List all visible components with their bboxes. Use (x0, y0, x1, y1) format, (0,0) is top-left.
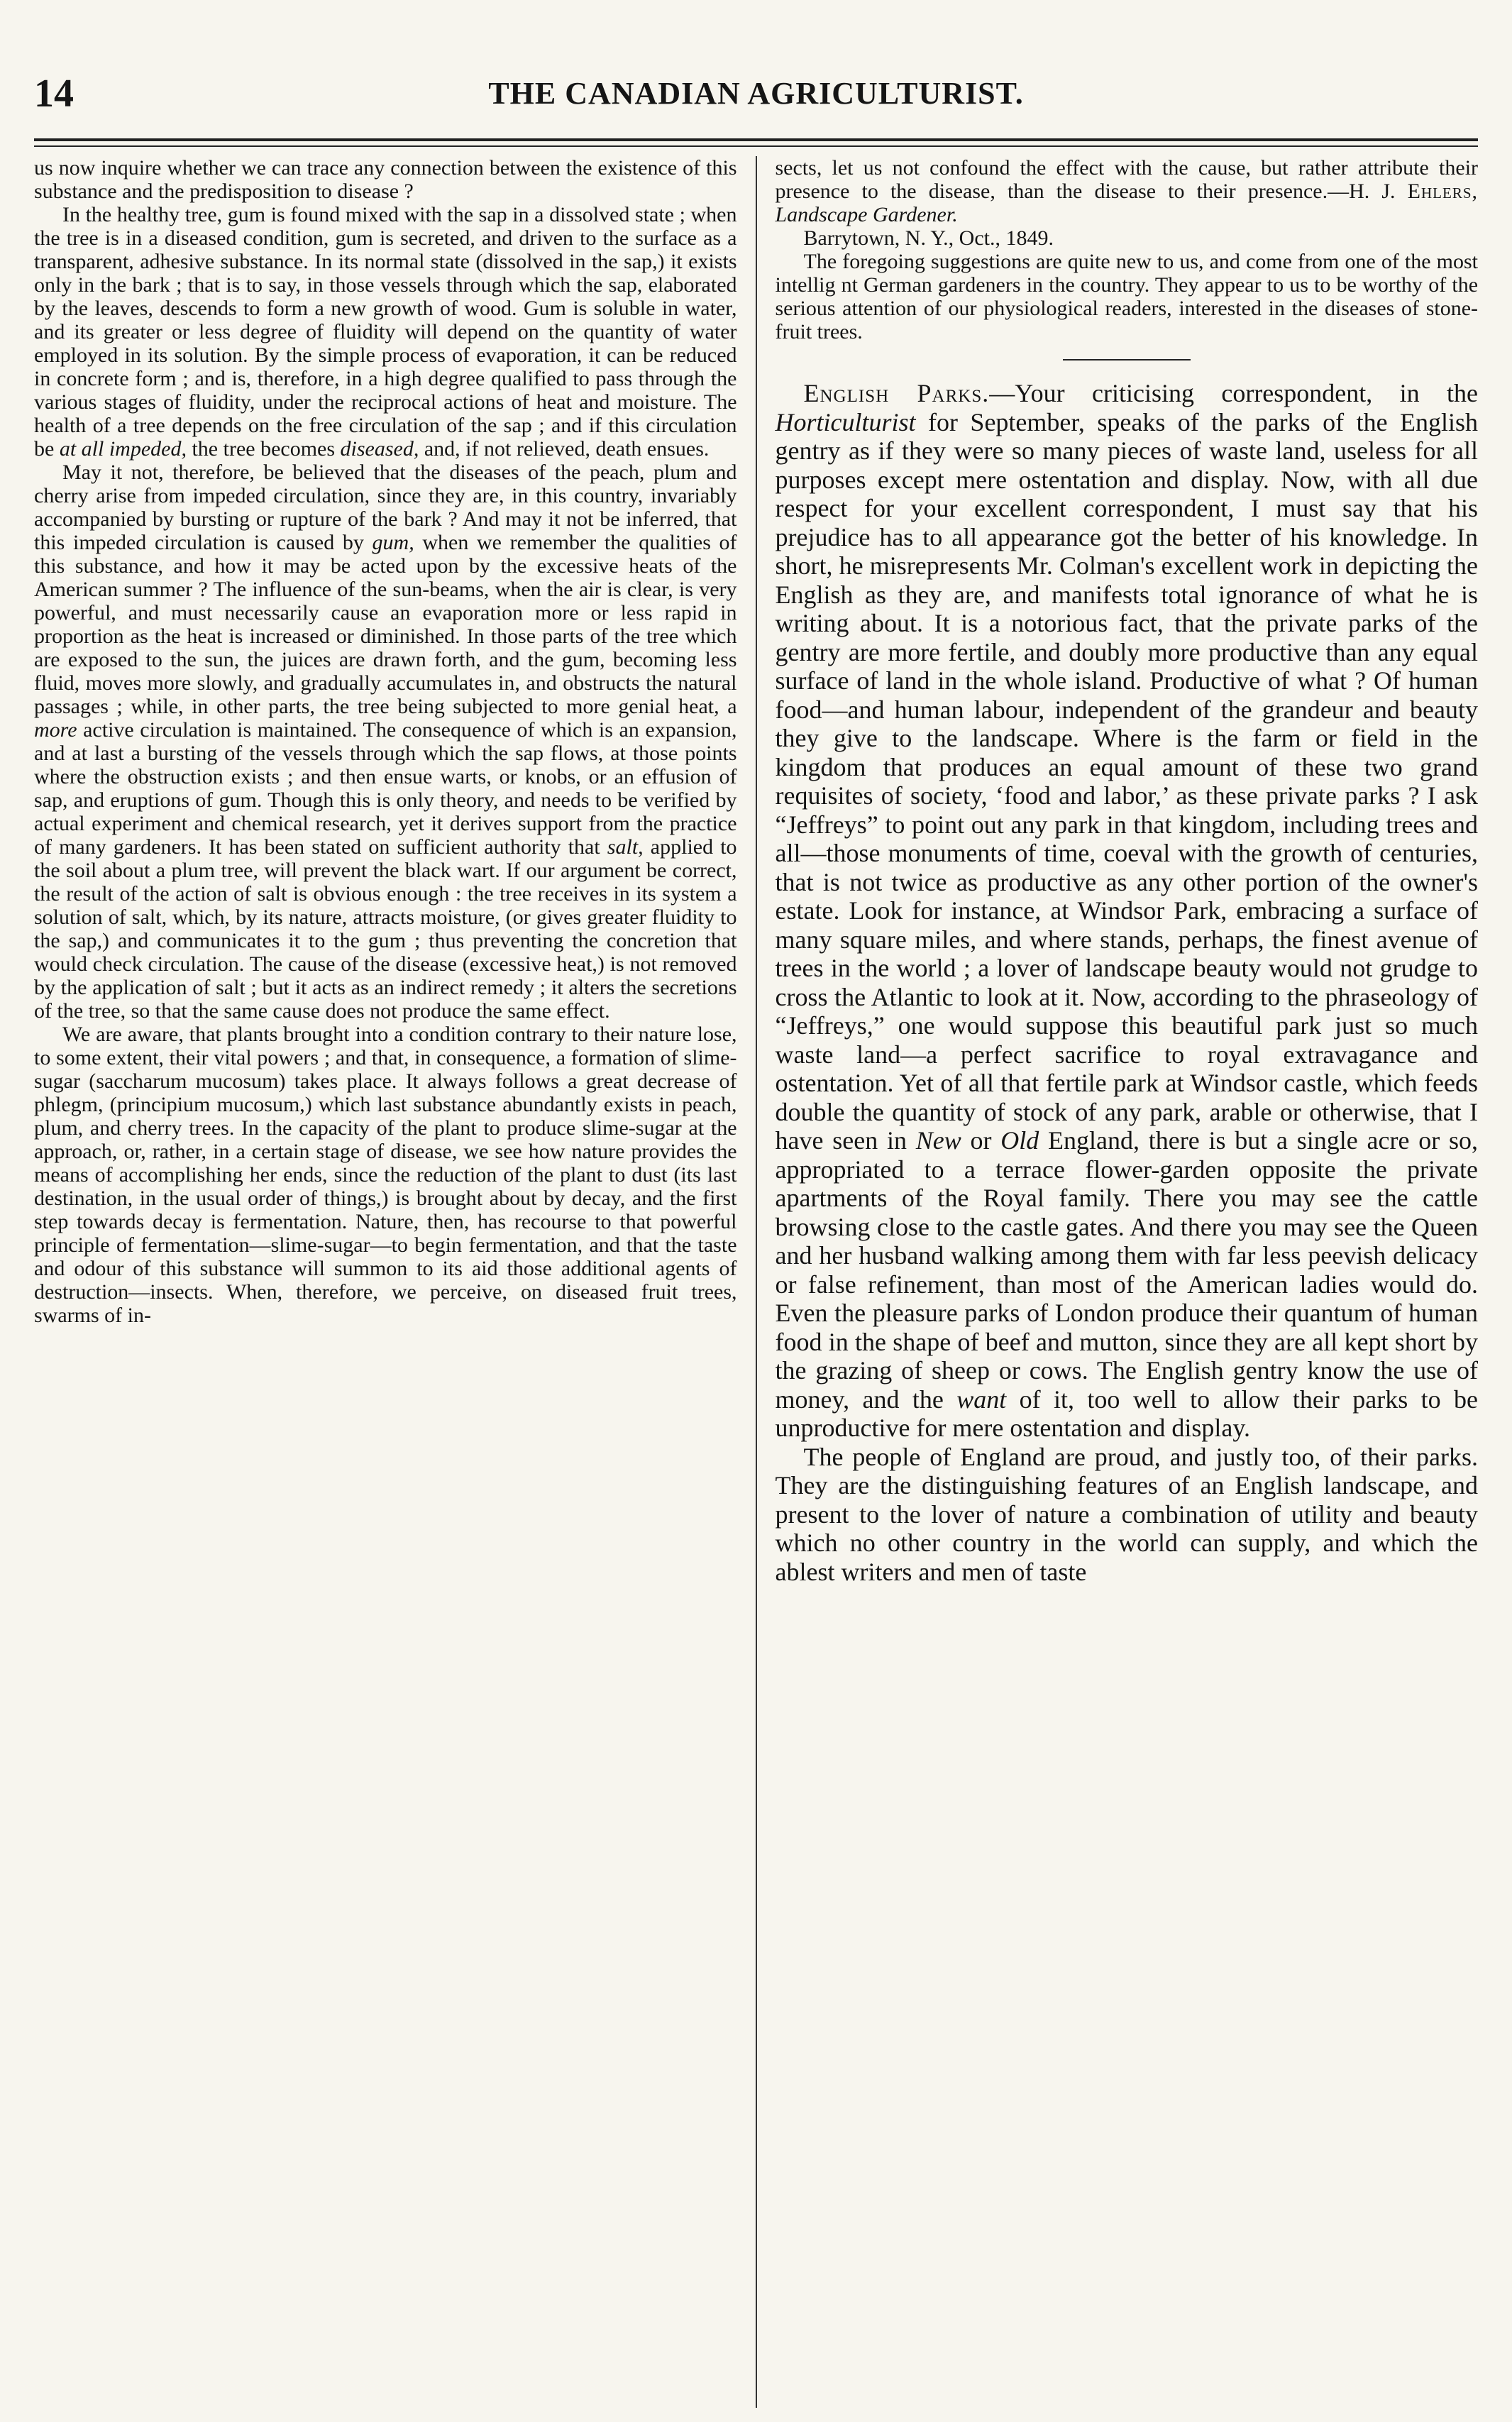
emphasis: Horticulturist (775, 407, 916, 436)
paragraph-text: us now inquire whether we can trace any connection between the existence of this substance and the predisposition to disease ? (34, 156, 737, 203)
paragraph (34, 203, 737, 461)
page-header (34, 71, 1478, 128)
page-number: 14 (34, 72, 74, 116)
paragraph (776, 250, 1479, 343)
text-columns (34, 156, 1478, 2408)
paragraph-text: May it not, therefore, be believed that the diseases of the peach, plum and cherry arise from impeded circulation, since they are, in this country, invariably accompanied by bursting or rupture of the bark ? And may it not be inferred, that this impeded circulation is caused by (34, 461, 737, 554)
paragraph (776, 1443, 1479, 1587)
paragraph (34, 156, 737, 203)
paragraph-text: The people of England are proud, and justly too, of their parks. They are the distinguishing features of an English landscape, and present to the lover of nature a combination of utility and beauty which no other country in the world can supply, and which the ablest writers and men of taste (775, 1442, 1479, 1586)
paragraph-text: applied to the soil about a plum tree, will prevent the black wart. If our argument be correct, the result of the action of salt is obvious enough : the tree receives in its system a solution of salt, which, by its nature, attracts moisture, (or gives greater fluidity to the sap,) and communicates it to the gum ; thus preventing the concretion that would check circulation. The cause of the disease (excessive heat,) is not removed by the application of salt ; but it acts as an indirect remedy ; it alters the secretions of the tree, so that the same cause does not produce the same effect. (34, 835, 737, 1023)
emphasis: want (956, 1385, 1007, 1414)
paragraph (776, 379, 1479, 1443)
paragraph-text: —Your criticising correspondent, in the (989, 379, 1479, 407)
paragraph-text: and, if not relieved, death ensues. (419, 437, 710, 461)
paragraph-text: when we remember the qualities of this substance, and how it may be acted upon by the excessive heats of the American summer ? The influence of the sun-beams, when the air is clear, is very powerful, and must necessarily cause an evaporation more or less rapid in proportion as the heat is increased or diminished. In those parts of the tree which are exposed to the sun, the juices are drawn forth, and the gum, becoming less fluid, moves more slowly, and gradually accumulates in, and obstructs the natural passages ; while, in other parts, the tree being subjected to more genial heat, a (34, 531, 737, 718)
author-role: Landscape Gardener. (775, 203, 958, 226)
paragraph-text: England, there is but a single acre or so, appropriated to a terrace flower-garden opposite the private apartments of the Royal family. There you may see the cattle browsing close to the castle gates. And there you may see the Queen and her husband walking among them with far less peevish delicacy or false refinement, than most of the American ladies would do. Even the pleasure parks of London produce their quantum of human food in the shape of beef and mutton, since they are all kept short by the grazing of sheep or cows. The English gentry know the use of money, and the (775, 1126, 1479, 1414)
emphasis: salt, (607, 835, 644, 859)
running-title: THE CANADIAN AGRICULTURIST. (488, 76, 1024, 111)
paragraph-text: The foregoing suggestions are quite new to us, and come from one of the most intellig nt German gardeners in the country. They appear to us to be worthy of the serious attention of our physiological readers, interested in the diseases of stone-fruit trees. (775, 250, 1479, 343)
emphasis: more (34, 718, 77, 742)
author-name: Ehlers, (1407, 180, 1479, 203)
paragraph-text: or (961, 1126, 1001, 1155)
paragraph-text: sects, let us not confound the effect with the cause, but rather attribute their presence to the disease, than the disease to their presence.—H. J. (775, 156, 1479, 203)
emphasis: diseased, (340, 437, 419, 461)
left-column (34, 156, 751, 2408)
emphasis: New (915, 1126, 961, 1155)
emphasis: Old (1000, 1126, 1039, 1155)
emphasis: at all impeded, (59, 437, 187, 461)
dateline: Barrytown, N. Y., Oct., 1849. (803, 226, 1054, 250)
paragraph (776, 156, 1479, 226)
header-rule-thick (34, 138, 1478, 141)
paragraph (34, 1023, 737, 1327)
section-rule (1063, 359, 1191, 360)
header-rule-thin (34, 145, 1478, 147)
column-divider (756, 156, 757, 2408)
paragraph (34, 461, 737, 1023)
paragraph-text: for September, speaks of the parks of the English gentry as if they were so many pieces of waste land, useless for all purposes except mere ostentation and display. Now, with all due respect for your excellent correspondent, I must say that his prejudice has to all appearance got the better of his knowledge. In short, he misrepresents Mr. Colman's excellent work in depicting the English as they are, and manifests total ignorance of what he is writing about. It is a notorious fact, that the private parks of the gentry are more fertile, and doubly more productive than any equal surface of land in the whole island. Productive of what ? Of human food—and human labour, independent of the grandeur and beauty they give to the landscape. Where is the farm or field in the kingdom that produces an equal amount of these two grand requisites of society, ‘food and labor,’ as these private parks ? I ask “Jeffreys” to point out any park in that kingdom, including trees and all—those monuments of time, coeval with the growth of centuries, that is not twice as productive as any other portion of the owner's estate. Look for instance, at Windsor Park, embracing a surface of many square miles, and where stands, perhaps, the finest avenue of trees in the world ; a lover of landscape beauty would not grudge to cross the Atlantic to look at it. Now, according to the phraseology of “Jeffreys,” one would suppose this beautiful park just so much waste land—a perfect sacrifice to royal extravagance and ostentation. Yet of all that fertile park at Windsor castle, which feeds double the quantity of stock of any park, arable or otherwise, that I have seen in (775, 407, 1479, 1155)
paragraph-text: the tree becomes (186, 437, 341, 461)
emphasis: gum, (372, 531, 414, 554)
section-heading: English Parks. (803, 379, 990, 407)
paragraph-text: active circulation is maintained. The consequence of which is an expansion, and at last a bursting of the vessels through which the sap flows, at those points where the obstruction exists ; and then ensue warts, or knobs, or an effusion of sap, and eruptions of gum. Though this is only theory, and needs to be verified by actual experiment and chemical research, yet it derives support from the practice of many gardeners. It has been stated on sufficient authority that (34, 718, 737, 859)
paragraph-text: We are aware, that plants brought into a condition contrary to their nature lose, to some extent, their vital powers ; and that, in consequence, a formation of slime-sugar (saccharum mucosum) takes place. It always follows a great decrease of phlegm, (principium mucosum,) which last substance abundantly exists in peach, plum, and cherry trees. In the capacity of the plant to produce slime-sugar at the approach, or, rather, in a certain stage of disease, we see how nature provides the means of accomplishing her ends, since the reduction of the plant to dust (its last destination, in the usual order of things,) is brought about by decay, and the first step towards decay is fermentation. Nature, then, has recourse to that powerful principle of fermentation—slime-sugar—to begin fermentation, and that the taste and odour of this substance will summon to its aid those additional agents of destruction—insects. When, therefore, we perceive, on diseased fruit trees, swarms of in- (34, 1023, 737, 1327)
right-column (761, 156, 1479, 2408)
paragraph-text: of it, too well to allow their parks to be unproductive for mere ostentation and display. (775, 1385, 1479, 1442)
paragraph-text: In the healthy tree, gum is found mixed with the sap in a dissolved state ; when the tree is in a diseased condition, gum is secreted, and driven to the surface as a transparent, adhesive substance. In its normal state (dissolved in the sap,) it exists only in the bark ; that is to say, in those vessels through which the sap, elaborated by the leaves, descends to form a new growth of wood. Gum is soluble in water, and its greater or less degree of fluidity will depend on the quantity of water employed in its solution. By the simple process of evaporation, it can be reduced in concrete form ; and is, therefore, in a high degree qualified to pass through the various stages of fluidity, under the reciprocal actions of heat and moisture. The health of a tree depends on the free circulation of the sap ; and if this circulation be (34, 203, 737, 461)
